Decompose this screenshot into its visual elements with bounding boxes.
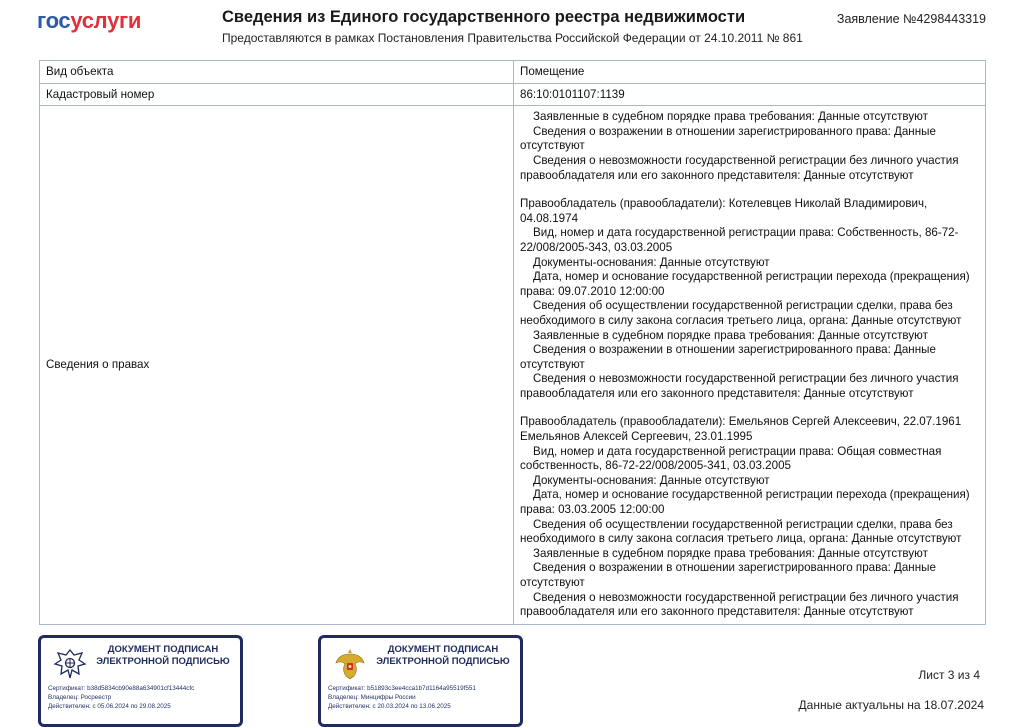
coat-of-arms-icon: [332, 647, 368, 681]
row-label-rights: Сведения о правах: [40, 106, 514, 625]
rights-line: Сведения о возражении в отношении зарегистрированного права: Данные отсутствуют: [520, 343, 936, 371]
document-title: Сведения из Единого государственного реестра недвижимости: [222, 8, 746, 26]
rights-details: [514, 106, 986, 625]
stamp-certificate: Сертификат: b51893c3ee4cca1b7d1164a95519f551: [328, 685, 476, 692]
table-row: [40, 106, 986, 625]
rosreestr-emblem-icon: [52, 647, 88, 681]
application-number: Заявление №4298443319: [836, 12, 986, 26]
stamp-certificate: Сертификат: b38d5834cb90e88a634901cf13444cfc: [48, 685, 195, 692]
rights-line: Сведения о невозможности государственной регистрации без личного участия правообладателя или его законного представителя: Данные отсутствуют: [520, 590, 959, 619]
table-row: [40, 83, 986, 106]
logo-part-gos: гос: [37, 8, 71, 33]
stamp-title: ДОКУМЕНТ ПОДПИСАН ЭЛЕКТРОННОЙ ПОДПИСЬЮ: [376, 644, 510, 667]
egrn-info-table: [39, 60, 986, 625]
row-label-object-type: Вид объекта: [40, 61, 514, 84]
stamp-validity: Действителен: с 20.03.2024 по 13.06.2025: [328, 703, 451, 710]
rights-line: Сведения о возражении в отношении зарегистрированного права: Данные отсутствуют: [520, 561, 936, 589]
stamp-owner: Владелец: Минцифры России: [328, 694, 416, 701]
row-value-cadastral-number: 86:10:0101107:1139: [514, 83, 986, 106]
row-label-cadastral-number: Кадастровый номер: [40, 83, 514, 106]
rights-line: Дата, номер и основание государственной регистрации перехода (прекращения) права: 03.03.2005 12:00:00: [520, 488, 970, 517]
e-signature-stamp-rosreestr: [38, 635, 243, 727]
document-subtitle: Предоставляются в рамках Постановления Правительства Российской Федерации от 24.10.2011 № 861: [222, 31, 803, 45]
stamp-details: [48, 684, 194, 711]
e-signature-stamp-mintsifry: [318, 635, 523, 727]
logo-part-uslugi: услуги: [70, 8, 142, 33]
rights-line: Сведения о возражении в отношении зарегистрированного права: Данные отсутствуют: [520, 124, 936, 153]
stamp-details: [328, 684, 476, 711]
rights-line: Правообладатель (правообладатели): Котелевцев Николай Владимирович, 04.08.1974: [520, 197, 928, 225]
page-number: Лист 3 из 4: [918, 668, 980, 682]
rights-line: Заявленные в судебном порядке права требования: Данные отсутствуют: [533, 110, 928, 124]
rights-spacer: [520, 401, 979, 415]
rights-line: Документы-основания: Данные отсутствуют: [533, 473, 770, 487]
stamp-owner: Владелец: Росреестр: [48, 694, 112, 701]
rights-line: Сведения об осуществлении государственной регистрации сделки, права без необходимого в силу закона согласия третьего лица, органа: Данные отсутствуют: [520, 299, 962, 327]
stamp-title: ДОКУМЕНТ ПОДПИСАН ЭЛЕКТРОННОЙ ПОДПИСЬЮ: [96, 644, 230, 667]
rights-spacer: [520, 183, 979, 197]
rights-line: Вид, номер и дата государственной регистрации права: Общая совместная собственность, 86-72-22/008/2005-341, 03.03.2005: [520, 444, 942, 473]
rights-line: Правообладатель (правообладатели): Емельянов Сергей Алексеевич, 22.07.1961 Емельянов Алексей Сергеевич, 23.01.1995: [520, 415, 962, 444]
gosuslugi-logo: [37, 8, 141, 34]
rights-line: Дата, номер и основание государственной регистрации перехода (прекращения) права: 09.07.2010 12:00:00: [520, 270, 970, 298]
rights-line: Вид, номер и дата государственной регистрации права: Собственность, 86-72-22/008/2005-343, 03.03.2005: [520, 226, 959, 254]
stamp-validity: Действителен: с 05.06.2024 по 29.08.2025: [48, 703, 171, 710]
data-actual-date: Данные актуальны на 18.07.2024: [798, 698, 984, 712]
rights-line: Сведения о невозможности государственной регистрации без личного участия правообладателя или его законного представителя: Данные отсутствуют: [520, 372, 959, 400]
table-row: [40, 61, 986, 84]
rights-line: Заявленные в судебном порядке права требования: Данные отсутствуют: [533, 328, 928, 342]
rights-line: Документы-основания: Данные отсутствуют: [533, 255, 770, 269]
rights-line: Сведения об осуществлении государственной регистрации сделки, права без необходимого в силу закона согласия третьего лица, органа: Данные отсутствуют: [520, 517, 962, 546]
rights-line: Сведения о невозможности государственной регистрации без личного участия правообладателя или его законного представителя: Данные отсутствуют: [520, 153, 959, 182]
row-value-object-type: Помещение: [514, 61, 986, 84]
rights-line: Заявленные в судебном порядке права требования: Данные отсутствуют: [533, 546, 928, 560]
